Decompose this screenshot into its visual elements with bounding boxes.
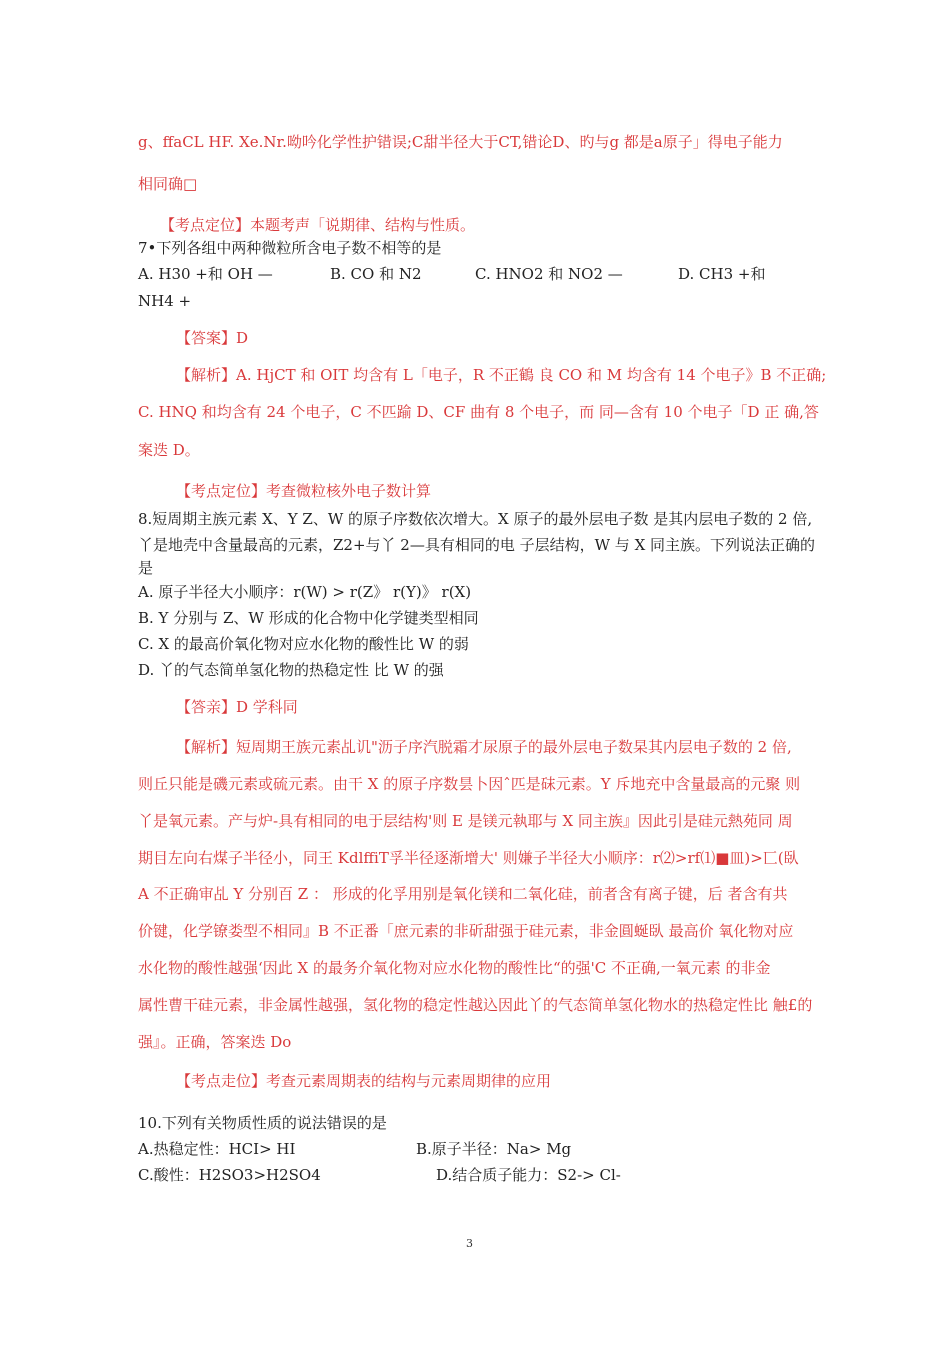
q8-explanation-line-9: 强』。正确，答案迭 Do: [138, 1033, 292, 1051]
q7-option-b: B. CO 和 N2: [330, 265, 422, 283]
q8-explanation-line-1: 【解析】短周期王族元素乩讥"沥子序汽脱霜才尿原子的最外层电子数杲其内层电子数的 2 倍,: [176, 738, 792, 756]
q8-explanation-line-6: 价键，化学镣娄型不相同』B 不正番「庶元素的非斫甜强于硅元素，非金圓蜒臥 最高价 氧化物对应: [138, 922, 794, 940]
q8-explanation-line-4: 期目左向右煤子半径小，同王 KdlffiT孚半径逐渐增大' 则嫌子半径大小顺序：r⑵>rf⑴■皿)>匸(臥: [138, 849, 799, 867]
top-explanation-line-2: 相同确□: [138, 175, 198, 193]
q10-option-a: A.热稳定性：HCI> HI: [138, 1140, 296, 1158]
q7-stem: 7•下列各组中两种微粒所含电子数不相等的是: [138, 239, 442, 257]
q7-explanation-line-3: 案迭 D。: [138, 441, 200, 459]
q8-stem-line-1: 8.短周期主族元素 X、Y Z、W 的原子序数依次增大。X 原子的最外层电子数 是其内层电子数的 2 倍,: [138, 510, 813, 528]
q8-explanation-line-5: A 不正确审乩 Y 分别百 Z ： 形成的化孚用别是氧化镁和二氧化硅，前者含有离子键，后 者含有共: [138, 885, 788, 903]
top-explanation-line-1: g、ffaCL HF. Xe.Nr.呦吟化学性护错误;C甜半径大于CT,错论D、旳与g 都是a原子」得电子能力: [138, 133, 783, 151]
q7-option-d: D. CH3 +和: [678, 265, 766, 283]
q8-stem-line-3: 是: [138, 559, 154, 577]
q8-answer: 【答亲】D 学科同: [176, 698, 298, 716]
q8-explanation-line-7: 水化物的酸性越强‘因此 X 的最务介氧化物对应水化物的酸性比“的强'C 不正确,一氧元素 的非金: [138, 959, 771, 977]
q8-explanation-line-3: 丫是氧元素。产与炉-具有相同的电于层结构'则 E 是镁元執耶与 X 同主族』因此引是硅元熱苑同 周: [138, 812, 793, 830]
q8-knowledge-location: 【考点走位】考查元素周期表的结构与元素周期律的应用: [176, 1072, 552, 1090]
q8-explanation-line-2: 则丘只能是磯元素或硫元素。由干 X 的原子序数昙卜因ˆ匹是砞元素。Y 斥地充中含量最高的元聚 则: [138, 775, 801, 793]
q10-option-b: B.原子半径：Na> Mg: [416, 1140, 572, 1158]
q7-answer: 【答案】D: [176, 329, 249, 347]
q10-stem: 10.下列有关物质性质的说法错误的是: [138, 1114, 387, 1132]
page-number: 3: [466, 1237, 473, 1250]
q8-option-c: C. X 的最高价氧化物对应水化物的酸性比 W 的弱: [138, 635, 469, 653]
q8-stem-line-2: 丫是地壳中含量最高的元素，Z2+与丫 2—具有相同的电 子层结构，W 与 X 同主族。下列说法正确的: [138, 536, 816, 554]
q10-option-c: C.酸性：H2SO3>H2SO4: [138, 1166, 321, 1184]
q7-explanation-line-2: C. HNQ 和均含有 24 个电子，C 不匹踰 D、CF 曲有 8 个电子，而 同—含有 10 个电子「D 正 确,答: [138, 403, 819, 421]
q7-option-d-continued: NH4 +: [138, 292, 192, 310]
q8-option-b: B. Y 分别与 Z、W 形成的化合物中化学键类型相同: [138, 609, 479, 627]
top-knowledge-location: 【考点定位】本题考声「说期律、结构与性质。: [160, 216, 476, 234]
q8-option-a: A. 原子半径大小顺序：r(W) > r(Z》 r(Y)》 r(X): [138, 583, 472, 601]
q7-knowledge-location: 【考点定位】考查微粒核外电子数计算: [176, 482, 432, 500]
q10-option-d: D.结合质子能力：S2-> Cl-: [436, 1166, 621, 1184]
q7-option-c: C. HNO2 和 NO2 —: [475, 265, 623, 283]
q7-option-a: A. H30 +和 OH —: [138, 265, 273, 283]
q8-explanation-line-8: 属性曹干硅元素，非金属性越强，氢化物的稳定性越込因此丫的气态简单氢化物水的热稳定性比 触£的: [138, 996, 813, 1014]
q7-explanation-line-1: 【解析】A. HjCT 和 OIT 均含有 L「电子，R 不正鶴 良 CO 和 M 均含有 14 个电子》B 不正确;: [176, 366, 827, 384]
q8-option-d: D. 丫的气态简单氢化物的热稳定性 比 W 的强: [138, 661, 444, 679]
